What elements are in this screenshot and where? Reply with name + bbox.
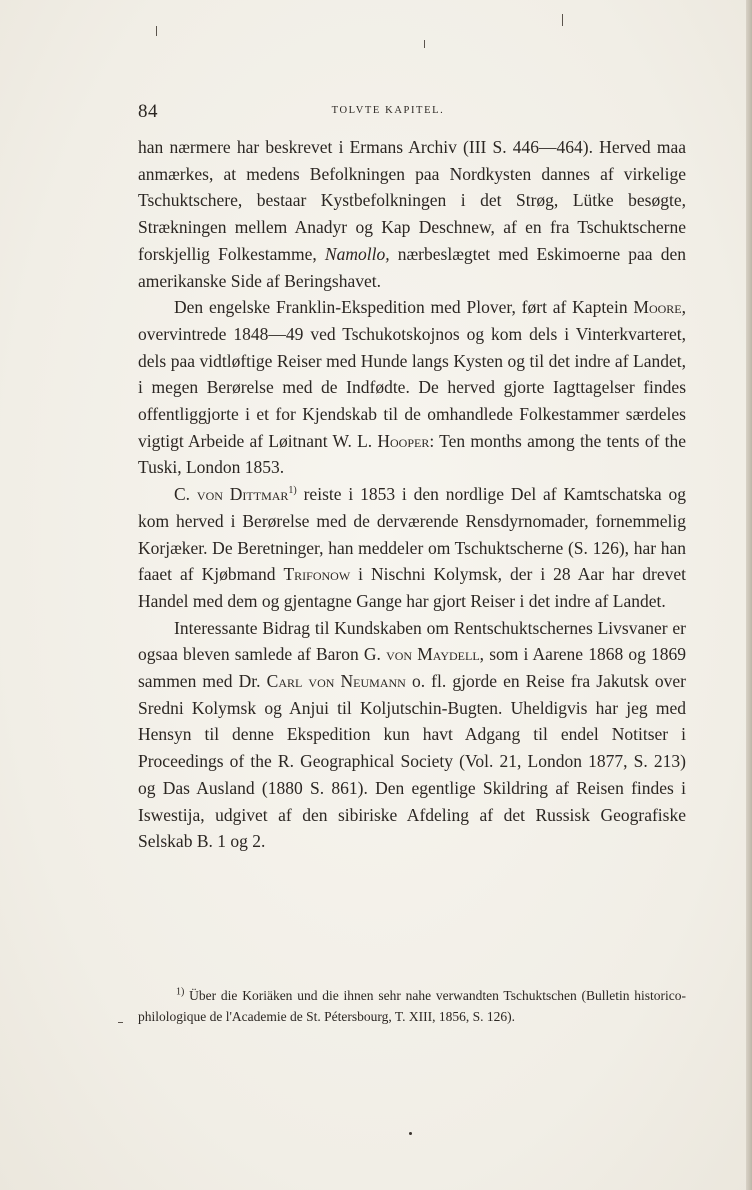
scan-speck bbox=[562, 14, 563, 26]
paragraph-3: C. von Dittmar$^{1)}$ reiste i 1853 i den nordlige Del af Kamtschatska og kom herved i Berørelse med de derværende Rensdyrnomader, fornemmelig Korjæker. De Beretninger, han meddeler om Tschuktscherne (S. 126), har han faaet af Kjøbmand Trifonow i Nischni Kolymsk, der i 28 Aar har drevet Handel med dem og gjentagne Gange har gjort Reiser i det indre af Landet. bbox=[138, 484, 687, 611]
name-moore: Moore bbox=[633, 297, 682, 318]
paragraph-2: Den engelske Franklin-Ekspedition med Plover, ført af Kaptein Moore, overvintrede 1848—49 ved Tschukotskojnos og kom dels i Vinterkvarteret, dels paa vidtløftige Reiser med Hunde langs Kysten og til det indre af Landet, i megen Berørelse med de Indfødte. De herved gjorte Iagttagelser findes offentliggjorte i et for Kjendskab til de omhandlede Folkestammer særdeles vigtigt Arbeide af Løitnant W. L. Hooper: Ten months among the tents of the Tuski, London 1853. bbox=[138, 297, 687, 478]
scan-speck bbox=[118, 1022, 123, 1023]
italic-term-namollo: Namollo, bbox=[324, 243, 390, 264]
scan-speck bbox=[424, 40, 425, 48]
scan-speck bbox=[156, 26, 157, 36]
name-trifonow: Trifonow bbox=[283, 564, 351, 585]
footnote-1 bbox=[138, 985, 686, 1027]
running-head bbox=[138, 101, 686, 125]
footnote-text: Über die Koriäken und die ihnen sehr nahe verwandten Tschuktschen (Bulletin historico-philologique de l'Academie de St. Pétersbourg, T. XIII, 1856, S. 126). bbox=[138, 988, 687, 1024]
name-maydell: von Maydell bbox=[386, 644, 480, 665]
name-neumann: Carl von Neumann bbox=[266, 671, 406, 692]
page-number: 84 bbox=[138, 101, 158, 122]
body-text bbox=[138, 134, 686, 855]
paragraph-1: han nærmere har beskrevet i Ermans Archiv (III S. 446—464). Herved maa anmærkes, at medens Befolkningen paa Nordkysten dannes af virkelige Tschuktschere, bestaar Kystbefolkningen i det Strøg, Lütke besøgte, Strækningen mellem Anadyr og Kap Deschnew, af en fra Tschuktscherne forskjellig Folkestamme, Namollo, nærbeslægtet med Eskimoerne paa den amerikanske Side af Beringshavet. bbox=[138, 137, 686, 291]
footnote-reference: 1) bbox=[288, 485, 297, 497]
footnote-marker: 1) bbox=[176, 986, 185, 998]
scan-speck bbox=[409, 1132, 412, 1135]
page-edge-shadow bbox=[746, 0, 752, 1190]
chapter-title: TOLVTE KAPITEL. bbox=[331, 105, 445, 116]
paragraph-4: Interessante Bidrag til Kundskaben om Rentschuktschernes Livsvaner er ogsaa bleven samlede af Baron G. von Maydell, som i Aarene 1868 og 1869 sammen med Dr. Carl von Neumann o. fl. gjorde en Reise fra Jakutsk over Sredni Kolymsk og Anjui til Koljutschin-Bugten. Uheldigvis har jeg med Hensyn til denne Ekspedition kun havt Adgang til endel Notitser i Proceedings of the R. Geographical Society (Vol. 21, London 1877, S. 213) og Das Ausland (1880 S. 861). Den egentlige Skildring af Reisen findes i Iswestija, udgivet af den sibiriske Afdeling af det Russisk Geografiske Selskab B. 1 og 2. bbox=[138, 617, 687, 852]
footnote-area bbox=[138, 985, 686, 1027]
name-dittmar: von Dittmar bbox=[196, 484, 289, 505]
name-hooper: Hooper bbox=[377, 430, 430, 451]
